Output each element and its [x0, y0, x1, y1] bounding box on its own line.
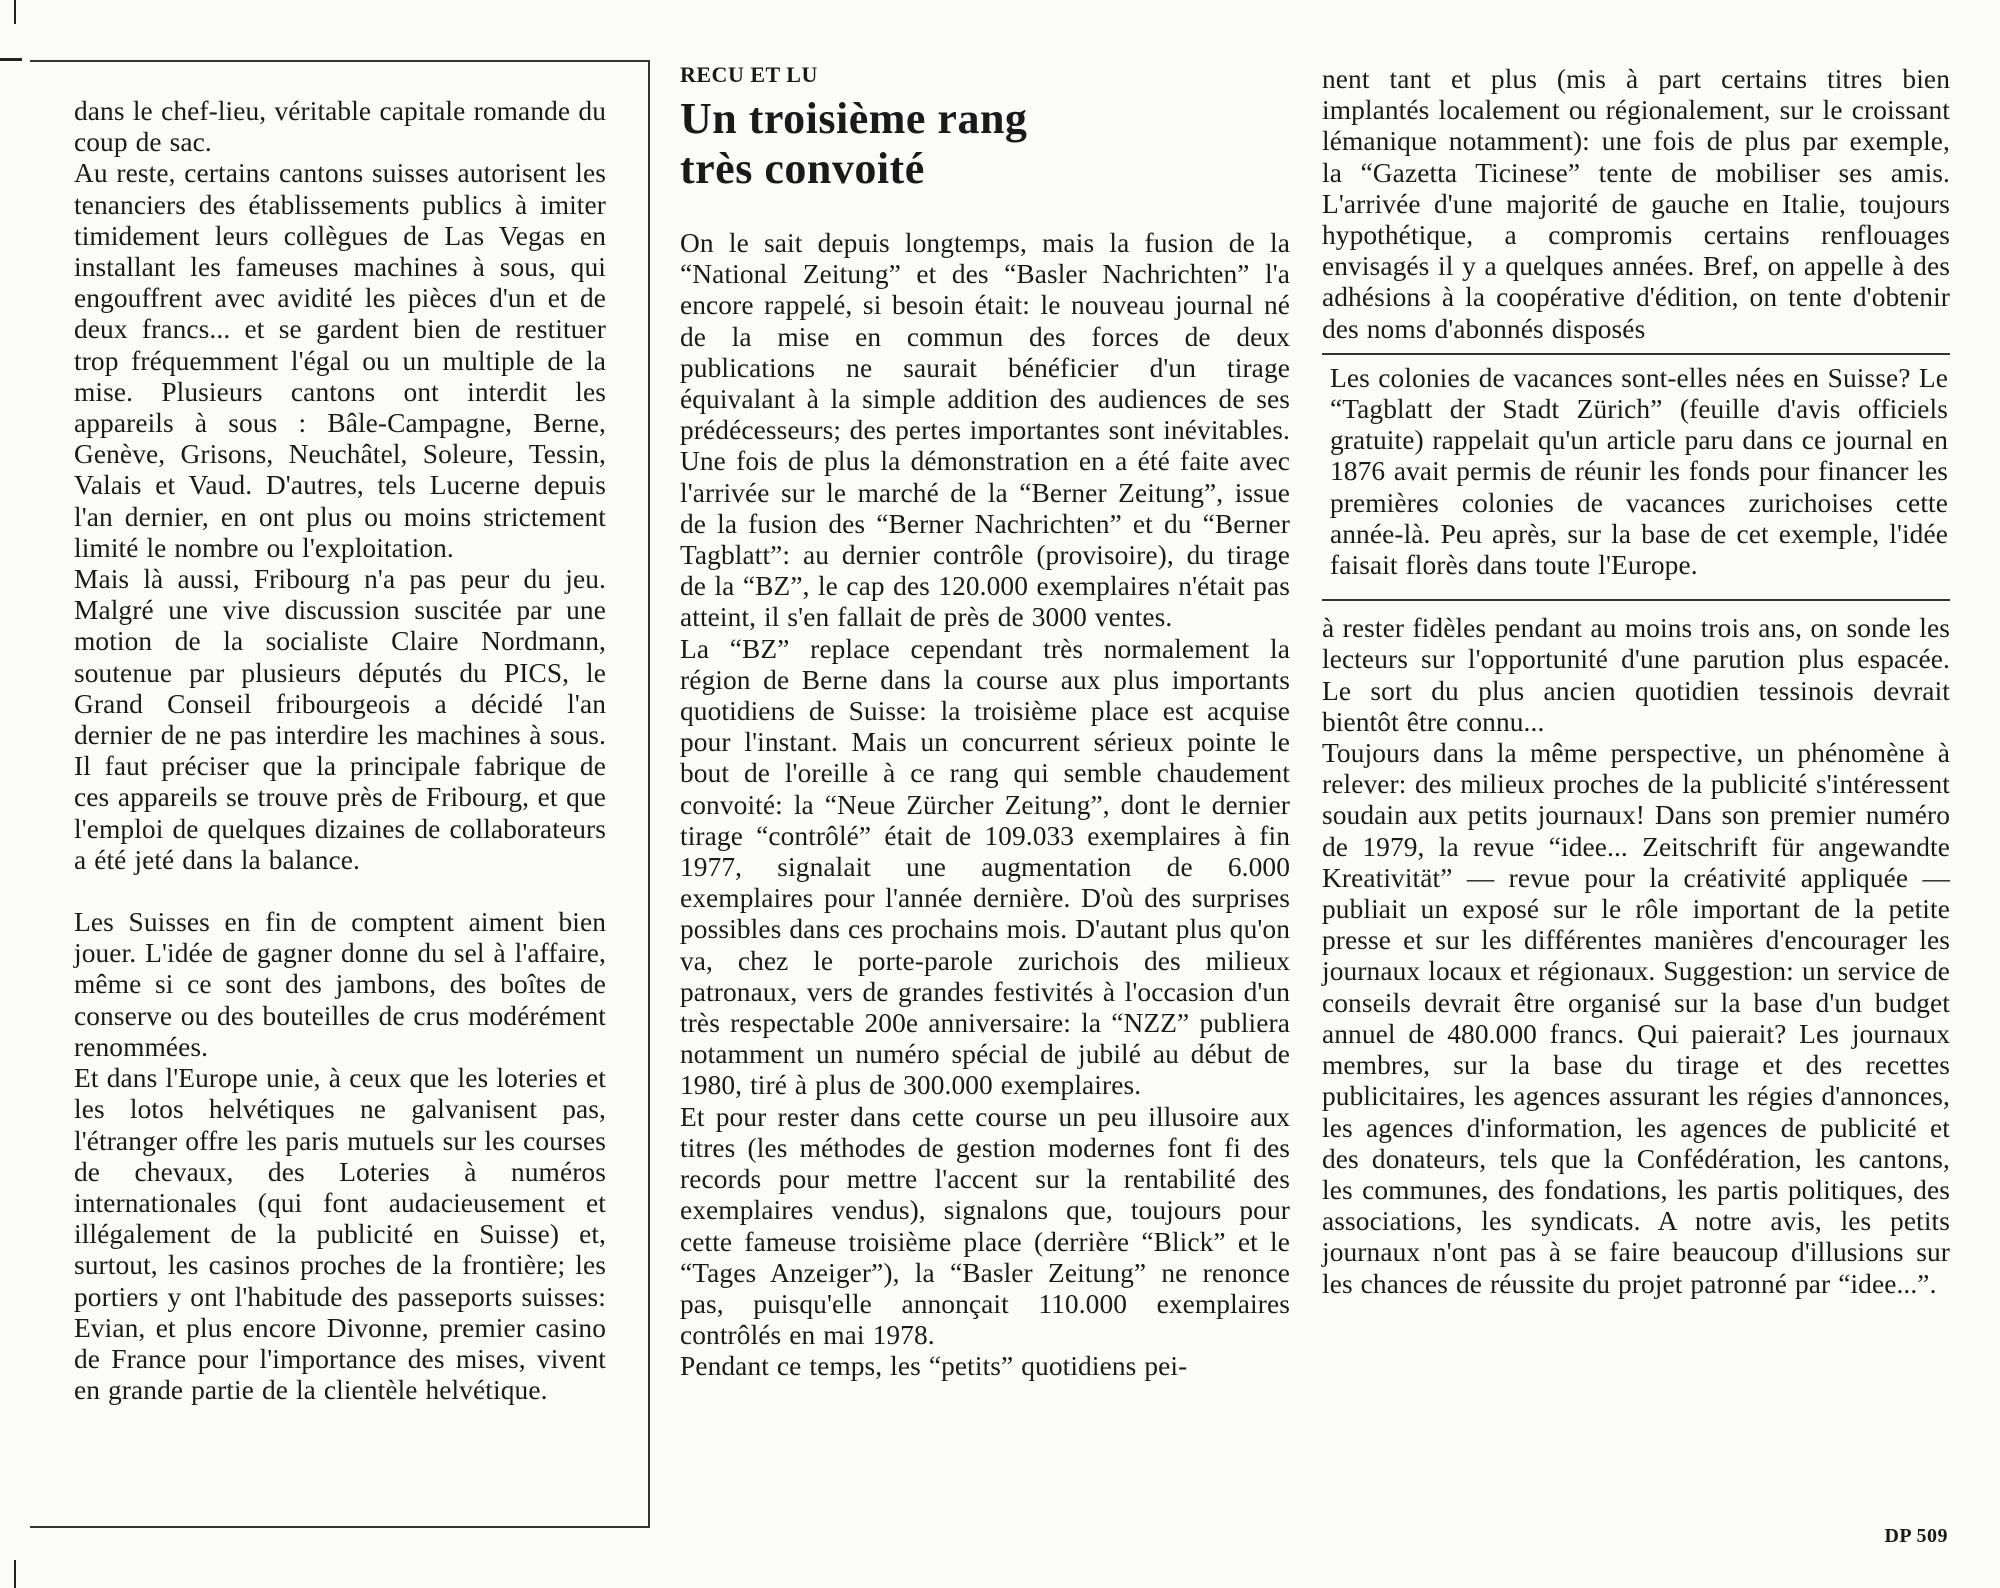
page-edge-mark-top	[0, 58, 22, 61]
page-edge-line-left	[14, 0, 16, 24]
left-paragraph-4: Les Suisses en fin de comptent aiment bien jouer. L'idée de gagner donne du sel à l'affaire, même si ce sont des jambons, des boîtes de conserve ou des bouteilles de crus modérément renommées.	[74, 907, 606, 1062]
box-rule-bottom	[1322, 599, 1950, 601]
headline-line-2: très convoité	[680, 144, 925, 193]
middle-column	[680, 58, 1290, 1383]
right-column	[1322, 64, 1950, 1300]
colonies-box-text: Les colonies de vacances sont-elles nées en Suisse? Le “Tagblatt der Stadt Zürich” (feuille d'avis officiels gratuite) rappelait qu'un article paru dans ce journal en 1876 avait permis de réunir les fonds pour financer les premières colonies de vacances zurichoises cette année-là. Peu après, sur la base de cet exemple, l'idée faisait florès dans toute l'Europe.	[1330, 362, 1948, 581]
left-paragraph-1: dans le chef-lieu, véritable capitale romande du coup de sac.	[74, 96, 606, 158]
middle-paragraph-1: On le sait depuis longtemps, mais la fusion de la “National Zeitung” et des “Basler Nachrichten” l'a encore rappelé, si besoin était: le nouveau journal né de la mise en commun des forces de deux publications ne saurait bénéficier d'un tirage équivalant à la simple addition des audiences de ses prédécesseurs; des pertes importantes sont inévitables. Une fois de plus la démonstration en a été faite avec l'arrivée sur le marché de la “Berner Zeitung”, issue de la fusion des “Berner Nachrichten” et du “Berner Tagblatt”: au dernier contrôle (provisoire), du tirage de la “BZ”, le cap des 120.000 exemplaires n'était pas atteint, il s'en fallait de près de 3000 ventes.	[680, 228, 1290, 633]
left-column-box	[30, 60, 650, 1528]
left-paragraph-5: Et dans l'Europe unie, à ceux que les loteries et les lotos helvétiques ne galvanisent pas, l'étranger offre les paris mutuels sur les courses de chevaux, des Loteries à numéros internationales (qui font audacieusement et illégalement de la publicité en Suisse) et, surtout, les casinos proches de la frontière; les portiers y ont l'habitude des passeports suisses: Evian, et plus encore Divonne, premier casino de France pour l'importance des mises, vivent en grande partie de la clientèle helvétique.	[74, 1063, 606, 1406]
right-paragraph-1: à rester fidèles pendant au moins trois ans, on sonde les lecteurs sur l'opportunité d'une parution plus espacée. Le sort du plus ancien quotidien tessinois devrait bientôt être connu...	[1322, 613, 1950, 737]
headline-line-1: Un troisième rang	[680, 94, 1028, 143]
right-paragraph-top: nent tant et plus (mis à part certains titres bien implantés localement ou régionalement, sur le croissant lémanique notamment): une fois de plus par exemple, la “Gazetta Ticinese” tente de mobiliser ses amis. L'arrivée d'une majorité de gauche en Italie, toujours hypothétique, a compromis certains renflouages envisagés il y a quelques années. Bref, on appelle à des adhésions à la coopérative d'édition, on tente d'obtenir des noms d'abonnés disposés	[1322, 64, 1950, 344]
middle-paragraph-4: Pendant ce temps, les “petits” quotidiens pei-	[680, 1351, 1188, 1382]
left-paragraph-3: Mais là aussi, Fribourg n'a pas peur du jeu. Malgré une vive discussion suscitée par une motion de la socialiste Claire Nordmann, soutenue par plusieurs députés du PICS, le Grand Conseil fribourgeois a décidé l'an dernier de ne pas interdire les machines à sous. Il faut préciser que la principale fabrique de ces appareils se trouve près de Fribourg, et que l'emploi de quelques dizaines de collaborateurs a été jeté dans la balance.	[74, 564, 606, 875]
middle-paragraph-2: La “BZ” replace cependant très normalement la région de Berne dans la course aux plus importants quotidiens de Suisse: la troisième place est acquise pour l'instant. Mais un concurrent sérieux pointe le bout de l'oreille à ce rang qui semble chaudement convoité: la “Neue Zürcher Zeitung”, dont le dernier tirage “contrôlé” était de 109.033 exemplaires à fin 1977, signalait une augmentation de 6.000 exemplaires pour l'année dernière. D'où des surprises possibles dans ces prochains mois. D'autant plus qu'on va, chez le porte-parole zurichois des milieux patronaux, vers de grandes festivités à l'occasion d'un très respectable 200e anniversaire: la “NZZ” publiera notamment un numéro spécial de jubilé au début de 1980, tiré à plus de 300.000 exemplaires.	[680, 633, 1290, 1101]
article-headline	[680, 94, 1290, 194]
section-kicker: RECU ET LU	[680, 62, 818, 87]
right-paragraph-2: Toujours dans la même perspective, un phénomène à relever: des milieux proches de la publicité s'intéressent soudain aux petits journaux! Dans son premier numéro de 1979, la revue “idee... Zeitschrift für angewandte Kreativität” — revue pour la créativité appliquée — publiait un exposé sur le rôle important de la petite presse et sur les différentes manières d'encourager les journaux locaux et régionaux. Suggestion: un service de conseils devrait être organisé sur la base d'un budget annuel de 480.000 francs. Qui paierait? Les journaux membres, sur la base du tirage et des recettes publicitaires, les agences assurant les régies d'annonces, les agences d'information, les agences de publicité et des donateurs, tels que la Confédération, les cantons, les communes, des fondations, les partis politiques, des associations, les syndicats. A notre avis, les petits journaux n'ont pas à se faire beaucoup d'illusions sur les chances de réussite du projet patronné par “idee...”.	[1322, 738, 1950, 1299]
page-edge-line-bottom	[14, 1560, 16, 1588]
page-folio: DP 509	[1884, 1525, 1948, 1547]
left-paragraph-2: Au reste, certains cantons suisses autorisent les tenanciers des établissements publics à imiter timidement leurs collègues de Las Vegas en installant les fameuses machines à sous, qui engouffrent avec avidité les pièces d'un et de deux francs... et se gardent bien de restituer trop fréquemment l'égal ou un multiple de la mise. Plusieurs cantons ont interdit les appareils à sous : Bâle-Campagne, Berne, Genève, Grisons, Neuchâtel, Soleure, Tessin, Valais et Vaud. D'autres, tels Lucerne depuis l'an dernier, en ont plus ou moins strictement limité le nombre ou l'exploitation.	[74, 158, 606, 563]
colonies-box	[1322, 355, 1950, 591]
middle-paragraph-3: Et pour rester dans cette course un peu illusoire aux titres (les méthodes de gestion modernes font fi des records pour mettre l'accent sur la rentabilité des exemplaires vendus), signalons que, toujours pour cette fameuse troisième place (derrière “Blick” et le “Tages Anzeiger”), la “Basler Zeitung” ne renonce pas, puisqu'elle annonçait 110.000 exemplaires contrôlés en mai 1978.	[680, 1101, 1290, 1351]
